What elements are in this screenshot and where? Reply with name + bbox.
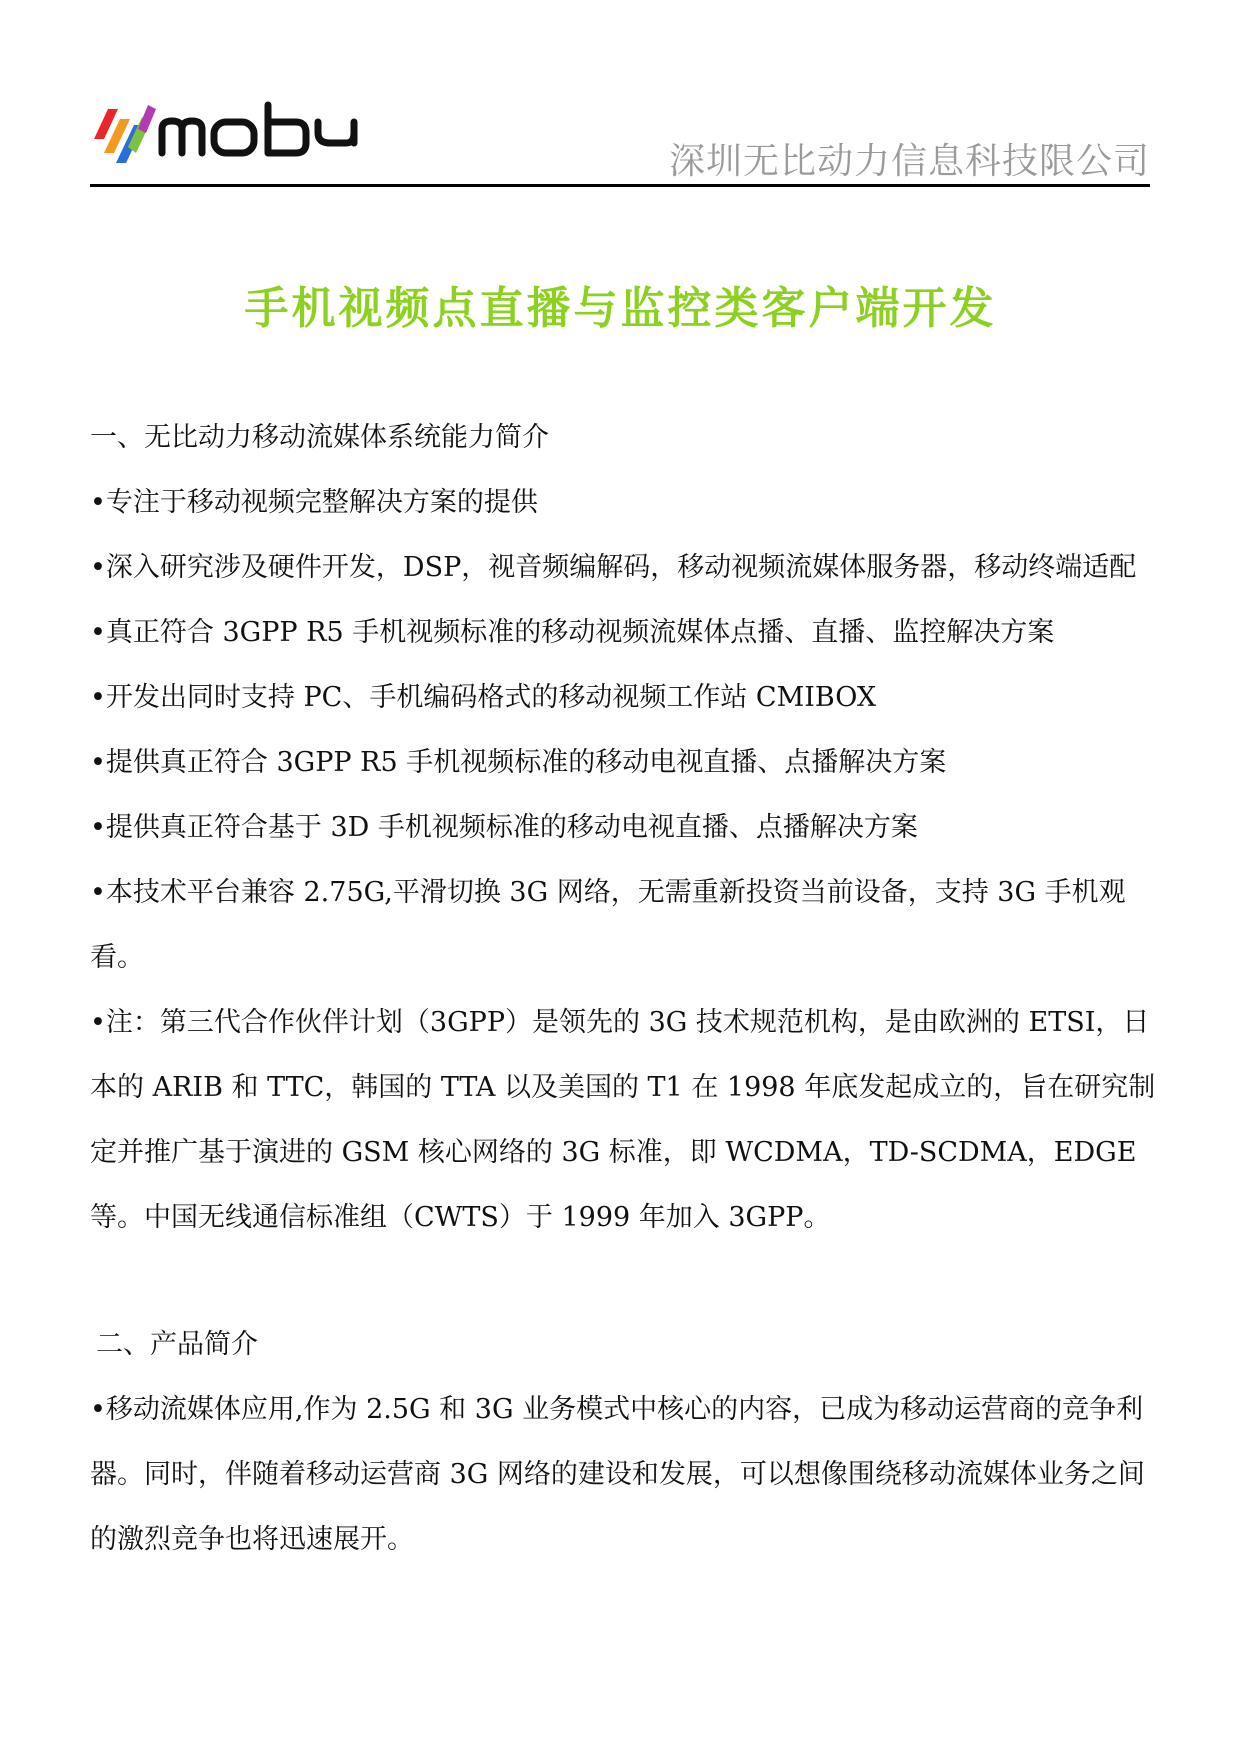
list-item: •移动流媒体应用,作为 2.5G 和 3G 业务模式中核心的内容，已成为移动运营商的竞争利器。同时，伴随着移动运营商 3G 网络的建设和发展，可以想像围绕移动流媒体业务之间的激烈竞争也将迅速展开。: [90, 1394, 1145, 1555]
company-name: 深圳无比动力信息科技限公司: [668, 141, 1150, 182]
list-item: •开发出同时支持 PC、手机编码格式的移动视频工作站 CMIBOX: [90, 682, 877, 713]
list-item: •注：第三代合作伙伴计划（3GPP）是领先的 3G 技术规范机构，是由欧洲的 ETSI，日本的 ARIB 和 TTC，韩国的 TTA 以及美国的 T1 在 1998 年底发起成立的，旨在研究制定并推广基于演进的 GSM 核心网络的 3G 标准，即 WCDMA，TD-SCDMA，EDGE 等。中国无线通信标准组（CWTS）于 1999 年加入 3GPP。: [90, 1007, 1156, 1233]
page-header: [90, 95, 1150, 185]
list-item: •提供真正符合 3GPP R5 手机视频标准的移动电视直播、点播解决方案: [90, 747, 947, 778]
list-item: •提供真正符合基于 3D 手机视频标准的移动电视直播、点播解决方案: [90, 812, 918, 843]
document-body: [90, 405, 1160, 1572]
moby-logo: [90, 95, 390, 175]
header-divider: [90, 184, 1150, 187]
section1-heading: 一、无比动力移动流媒体系统能力简介: [90, 422, 549, 453]
list-item: •专注于移动视频完整解决方案的提供: [90, 487, 538, 518]
section2-heading: 二、产品简介: [96, 1329, 258, 1360]
list-item: •真正符合 3GPP R5 手机视频标准的移动视频流媒体点播、直播、监控解决方案: [90, 617, 1055, 648]
section-spacer: [90, 1250, 1160, 1312]
list-item: •深入研究涉及硬件开发，DSP，视音频编解码，移动视频流媒体服务器，移动终端适配: [90, 552, 1137, 583]
document-title: 手机视频点直播与监控类客户端开发: [244, 283, 997, 334]
list-item: •本技术平台兼容 2.75G,平滑切换 3G 网络，无需重新投资当前设备，支持 3G 手机观看。: [90, 877, 1126, 973]
